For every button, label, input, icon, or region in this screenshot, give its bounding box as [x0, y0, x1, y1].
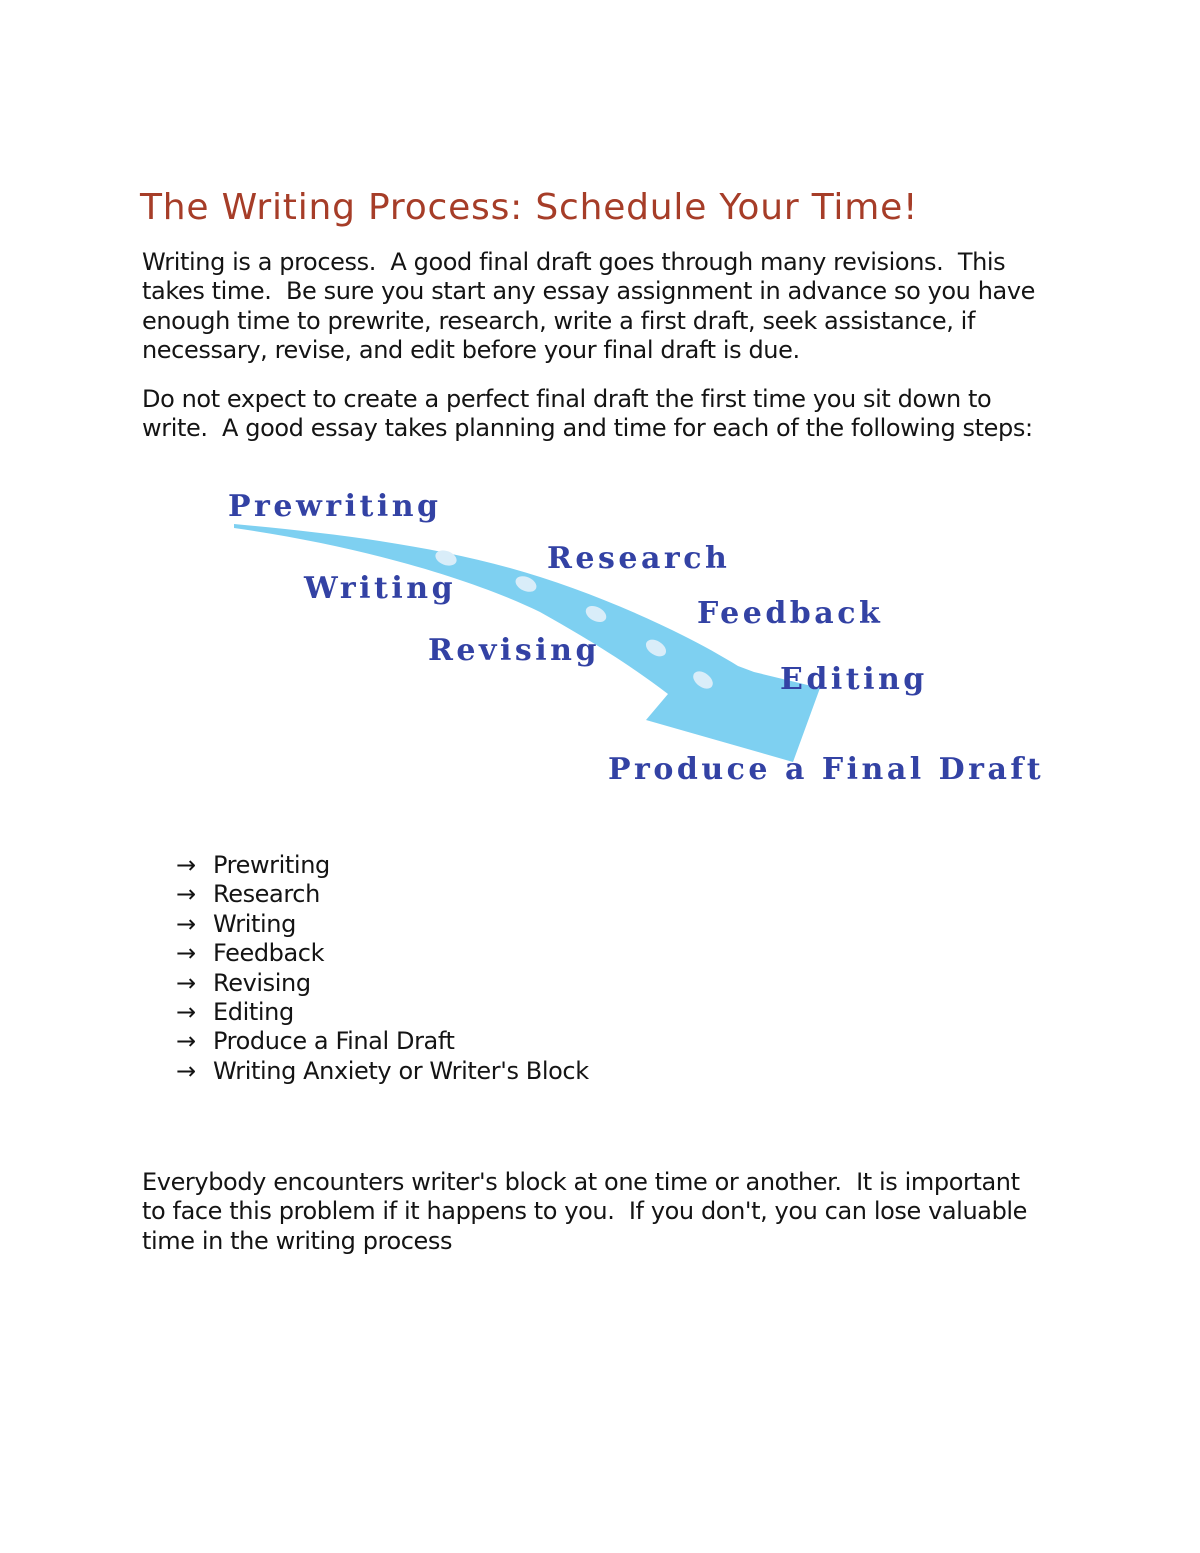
page-title: The Writing Process: Schedule Your Time! [140, 187, 919, 228]
paragraph-line: Do not expect to create a perfect final draft the first time you sit down to [142, 385, 992, 413]
list-item [176, 1027, 589, 1056]
arrow-bullet-icon: → [176, 1056, 197, 1085]
list-item [176, 851, 589, 880]
writing-process-diagram [140, 480, 1045, 800]
list-item [176, 969, 589, 998]
list-item-label: Writing [213, 909, 296, 938]
diagram-label-research: Research [547, 541, 731, 576]
paragraph-line: necessary, revise, and edit before your final draft is due. [142, 336, 800, 365]
steps-list [176, 851, 589, 1086]
arrow-bullet-icon: → [176, 939, 197, 968]
paragraph-line: Everybody encounters writer's block at one time or another. It is important [142, 1168, 1020, 1196]
list-item-label: Prewriting [213, 851, 330, 879]
list-item [176, 1057, 589, 1086]
paragraph-line: takes time. Be sure you start any essay assignment in advance so you have [142, 277, 1036, 306]
arrow-bullet-icon: → [176, 998, 197, 1027]
arrow-bullet-icon: → [176, 968, 197, 997]
arrow-bullet-icon: → [176, 909, 197, 938]
paragraph-line: time in the writing process [142, 1226, 453, 1255]
closing-paragraph [142, 1168, 1027, 1256]
list-item-label: Feedback [213, 939, 325, 968]
arrow-bullet-icon: → [176, 1027, 197, 1056]
list-item [176, 910, 589, 939]
diagram-label-feedback: Feedback [697, 596, 884, 631]
paragraph-line: write. A good essay takes planning and time for each of the following steps: [142, 414, 1033, 443]
list-item [176, 998, 589, 1027]
paragraph-line: enough time to prewrite, research, write a first draft, seek assistance, if [142, 306, 975, 335]
arrow-bullet-icon: → [176, 851, 197, 879]
paragraph-line: to face this problem if it happens to you. If you don't, you can lose valuable [142, 1197, 1028, 1226]
list-item [176, 939, 589, 968]
arrow-bullet-icon: → [176, 880, 197, 909]
list-item-label: Editing [213, 998, 294, 1027]
diagram-label-editing: Editing [780, 662, 928, 697]
list-item-label: Writing Anxiety or Writer's Block [213, 1056, 589, 1085]
diagram-label-final-draft: Produce a Final Draft [608, 752, 1045, 787]
list-item-label: Research [213, 880, 320, 909]
list-item [176, 880, 589, 909]
paragraph-line: Writing is a process. A good final draft goes through many revisions. This [142, 248, 1006, 276]
diagram-label-prewriting: Prewriting [228, 489, 442, 524]
list-item-label: Revising [213, 968, 311, 997]
diagram-label-revising: Revising [428, 633, 600, 668]
intro-paragraph [142, 248, 1035, 366]
list-item-label: Produce a Final Draft [213, 1027, 455, 1056]
advice-paragraph [142, 385, 1033, 444]
diagram-label-writing: Writing [304, 571, 457, 606]
